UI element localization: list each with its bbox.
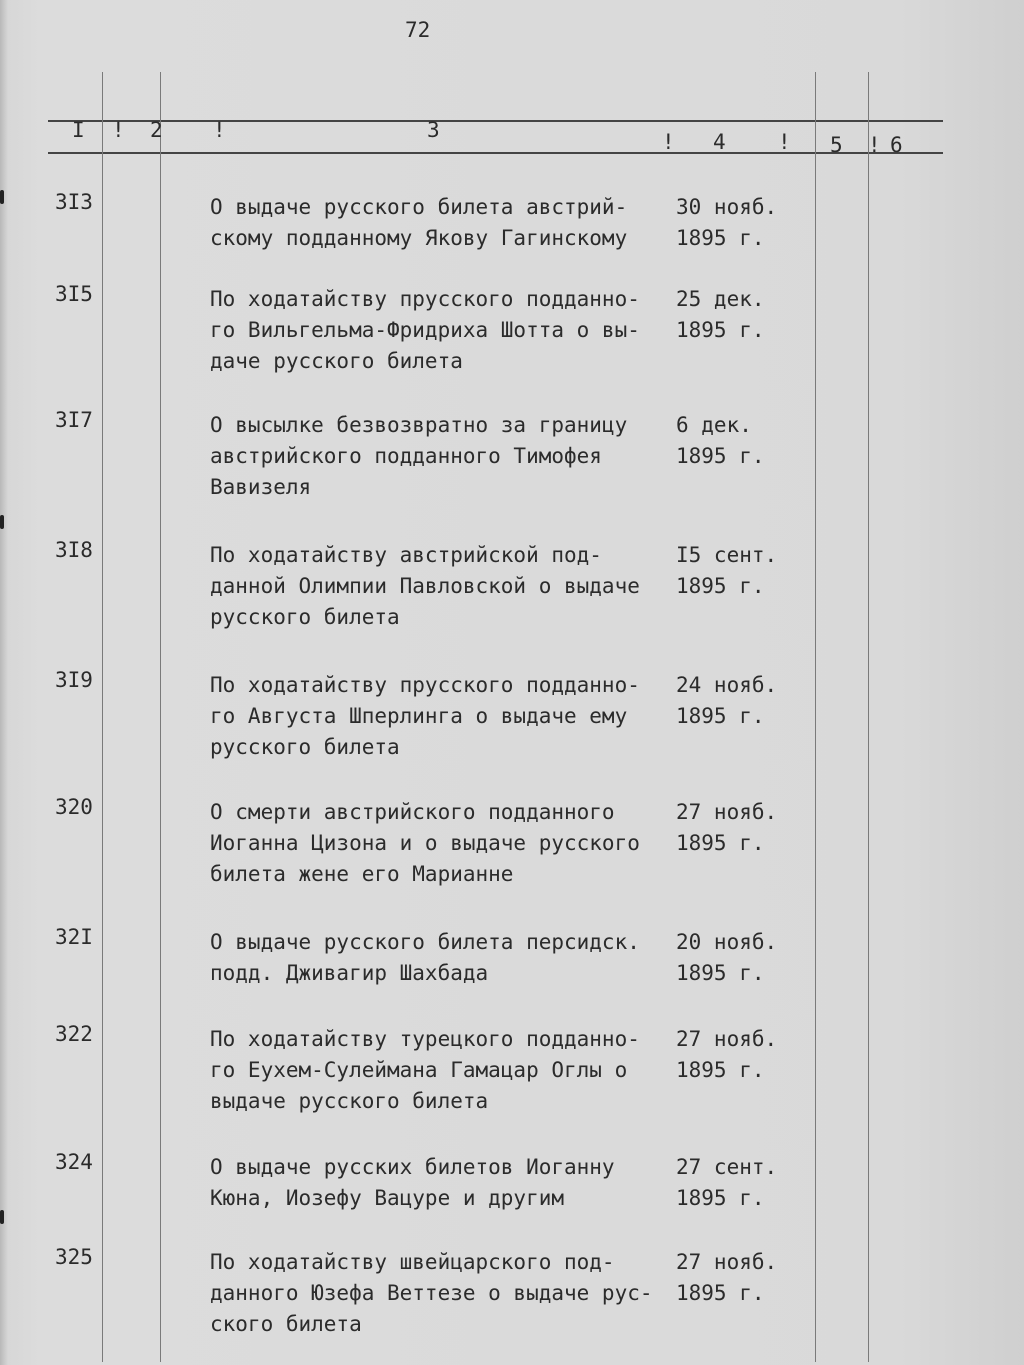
header-col-1: I — [72, 118, 85, 142]
header-rule-top — [48, 120, 943, 122]
entry-title: По ходатайству австрийской под- данной Олимпии Павловской о выдаче русского билета — [210, 543, 640, 629]
binding-hole-mark — [0, 190, 4, 204]
entry-number: 3I5 — [55, 282, 93, 306]
entry-number: 322 — [55, 1022, 93, 1046]
entry-title: По ходатайству прусского подданно- го Вильгельма-Фридриха Шотта о вы- даче русского билета — [210, 287, 640, 373]
column-divider — [868, 72, 869, 1362]
header-col-3: 3 — [427, 118, 440, 142]
entry-date: 27 нояб. 1895 г. — [676, 1250, 778, 1305]
header-col-2: 2 — [150, 118, 163, 142]
column-divider — [815, 72, 816, 1362]
entry-number: 325 — [55, 1245, 93, 1269]
entry-title: О выдаче русских билетов Иоганну Кюна, Иозефу Вацуре и другим — [210, 1155, 615, 1210]
entry-number: 3I3 — [55, 190, 93, 214]
entry-date: 20 нояб. 1895 г. — [676, 930, 778, 985]
entry-title: О выдаче русского билета персидск. подд. Дживагир Шахбада — [210, 930, 640, 985]
entry-title: О высылке безвозвратно за границу австрийского подданного Тимофея Вавизеля — [210, 413, 628, 499]
entry-number: 3I9 — [55, 668, 93, 692]
header-separator: ! — [213, 118, 226, 142]
entry-number: 3I7 — [55, 408, 93, 432]
entry-date: I5 сент. 1895 г. — [676, 543, 778, 598]
entry-date: 24 нояб. 1895 г. — [676, 673, 778, 728]
header-separator: ! — [778, 130, 791, 154]
column-divider — [102, 72, 103, 1362]
header-col-4: 4 — [713, 130, 726, 154]
entry-date: 30 нояб. 1895 г. — [676, 195, 778, 250]
header-separator: ! — [868, 133, 881, 157]
entry-date: 27 сент. 1895 г. — [676, 1155, 778, 1210]
entry-date: 25 дек. 1895 г. — [676, 287, 765, 342]
entry-number: 32I — [55, 925, 93, 949]
entry-date: 6 дек. 1895 г. — [676, 413, 765, 468]
binding-hole-mark — [0, 1210, 4, 1224]
entry-title: О выдаче русского билета австрий- скому подданному Якову Гагинскому — [210, 195, 628, 250]
entry-title: По ходатайству турецкого подданно- го Еухем-Сулеймана Гамацар Оглы о выдаче русского билета — [210, 1027, 640, 1113]
entry-number: 324 — [55, 1150, 93, 1174]
header-separator: ! — [662, 130, 675, 154]
entry-number: 3I8 — [55, 538, 93, 562]
header-col-5: 5 — [830, 133, 843, 157]
entry-title: О смерти австрийского подданного Иоганна Цизона и о выдаче русского билета жене его Марианне — [210, 800, 640, 886]
entry-title: По ходатайству прусского подданно- го Августа Шперлинга о выдаче ему русского билета — [210, 673, 640, 759]
header-separator: ! — [112, 118, 125, 142]
entry-number: 320 — [55, 795, 93, 819]
binding-hole-mark — [0, 515, 4, 529]
entry-date: 27 нояб. 1895 г. — [676, 800, 778, 855]
entry-title: По ходатайству швейцарского под- данного Юзефа Веттезе о выдаче рус- ского билета — [210, 1250, 653, 1336]
header-rule-bottom — [48, 152, 943, 154]
entry-date: 27 нояб. 1895 г. — [676, 1027, 778, 1082]
header-col-6: 6 — [890, 133, 903, 157]
page-number: 72 — [405, 18, 431, 42]
column-divider — [160, 72, 161, 1362]
